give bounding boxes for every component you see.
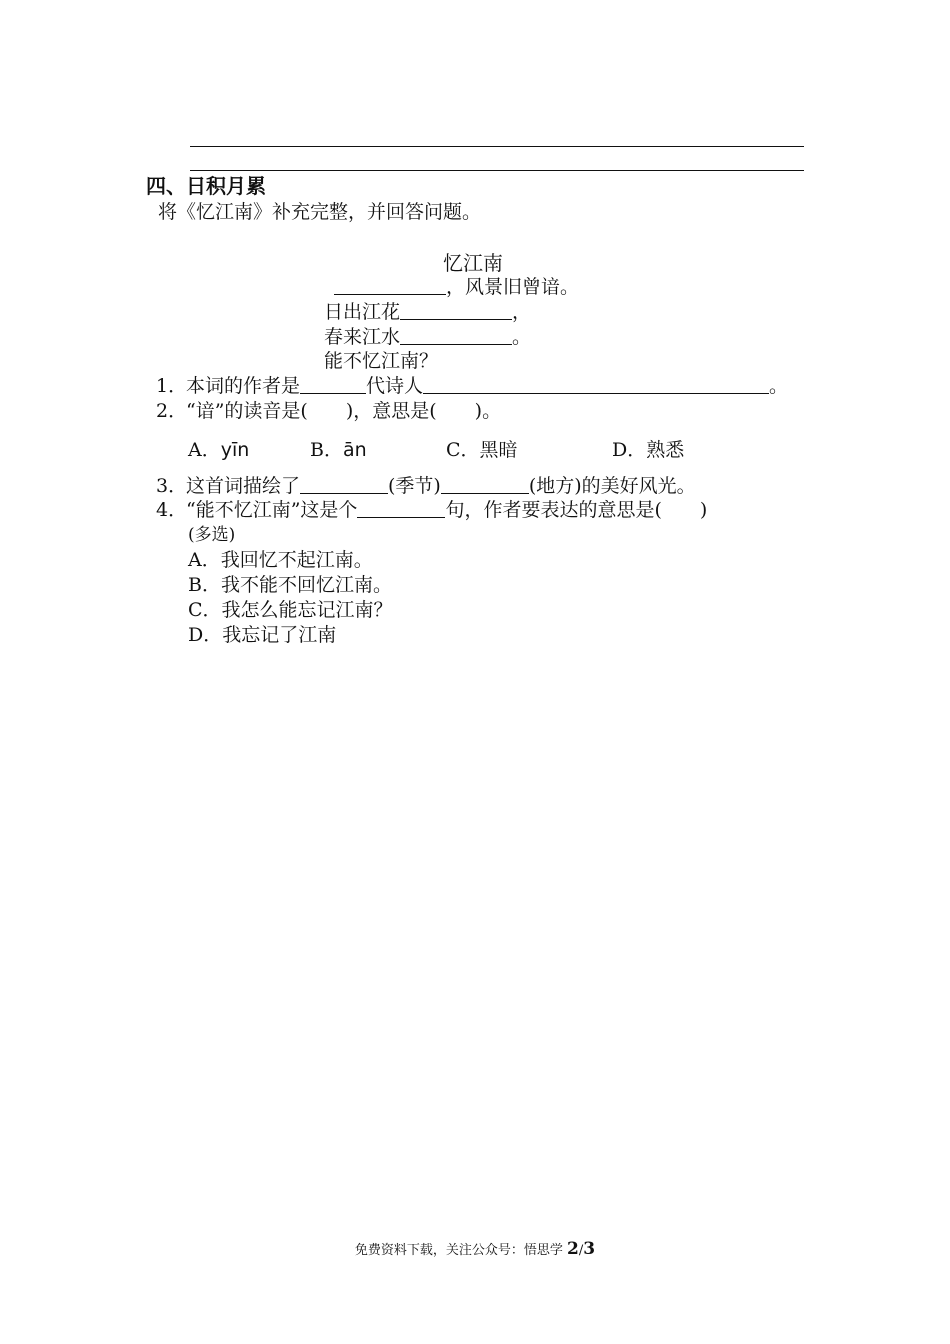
footer-text: 免费资料下载，关注公众号：悟思学 [354,1243,563,1258]
question-4-text-a: “能不忆江南”这是个 [186,499,358,521]
question-1-text-b: 代诗人 [366,375,424,397]
question-4 [156,498,707,522]
poem-line-3-text: 春来江水 [324,326,401,348]
question-number: 4． [156,499,188,521]
poem-line-3-punct: 。 [512,326,532,348]
poem-line-3 [324,325,531,349]
option-a[interactable] [188,548,373,572]
option-d[interactable] [188,623,336,647]
fill-blank[interactable] [400,326,512,345]
poem-line-1-text: ，风景旧曾谙。 [446,276,580,298]
option-text: 黑暗 [479,439,518,461]
question-1-text-c: 。 [769,375,789,397]
question-3 [156,474,696,498]
fill-blank[interactable] [300,375,366,394]
option-b[interactable] [188,573,392,597]
option-text: yīn [220,439,250,461]
section-heading: 四、日积月累 [146,174,266,198]
option-text: 熟悉 [646,439,685,461]
question-number: 3． [156,475,188,497]
poem-title: 忆江南 [443,251,503,275]
fill-blank[interactable] [400,301,512,320]
option-letter: A． [188,549,221,571]
poem-line-2-punct: ， [512,301,532,323]
option-letter: B． [188,574,221,596]
fill-blank[interactable] [357,499,445,518]
answer-line [190,170,804,171]
question-3-text-b: (季节) [388,475,441,497]
question-1 [156,374,788,398]
option-letter: C． [446,439,480,461]
page-total: 3 [583,1239,596,1259]
fill-blank[interactable] [441,475,529,494]
question-2-text: “谙”的读音是( )，意思是( )。 [186,400,502,422]
option-text: 我怎么能忘记江南？ [221,599,393,621]
poem-line-2-text: 日出江花 [324,301,401,323]
question-4-text-b: 句，作者要表达的意思是( ) [445,499,708,521]
option-d[interactable] [612,438,684,462]
option-c[interactable] [446,438,518,462]
option-letter: D． [188,624,223,646]
option-letter: A． [188,439,221,461]
question-2 [156,399,501,423]
section-instruction: 将《忆江南》补充完整，并回答问题。 [158,201,482,223]
option-letter: C． [188,599,222,621]
question-1-text-a: 本词的作者是 [186,375,301,397]
option-text: 我回忆不起江南。 [220,549,373,571]
question-3-text-c: (地方)的美好风光。 [528,475,696,497]
fill-blank[interactable] [300,475,388,494]
fill-blank[interactable] [334,276,446,295]
option-letter: D． [612,439,647,461]
question-number: 2． [156,400,188,422]
poem-line-1 [334,275,579,299]
option-a[interactable] [188,438,249,462]
option-text: ān [342,439,367,461]
question-number: 1． [156,375,188,397]
option-b[interactable] [310,438,367,462]
option-text: 我不能不回忆江南。 [220,574,392,596]
poem-line-4: 能不忆江南？ [324,350,439,372]
page-separator: / [578,1243,584,1258]
question-4-note: (多选) [188,525,236,545]
page-current: 2 [567,1239,579,1259]
fill-blank[interactable] [423,375,769,394]
question-3-text-a: 这首词描绘了 [186,475,301,497]
answer-line [190,146,804,147]
poem-line-2 [324,300,531,324]
page-footer [0,1240,950,1260]
option-text: 我忘记了江南 [222,624,337,646]
option-letter: B． [310,439,343,461]
option-c[interactable] [188,598,393,622]
